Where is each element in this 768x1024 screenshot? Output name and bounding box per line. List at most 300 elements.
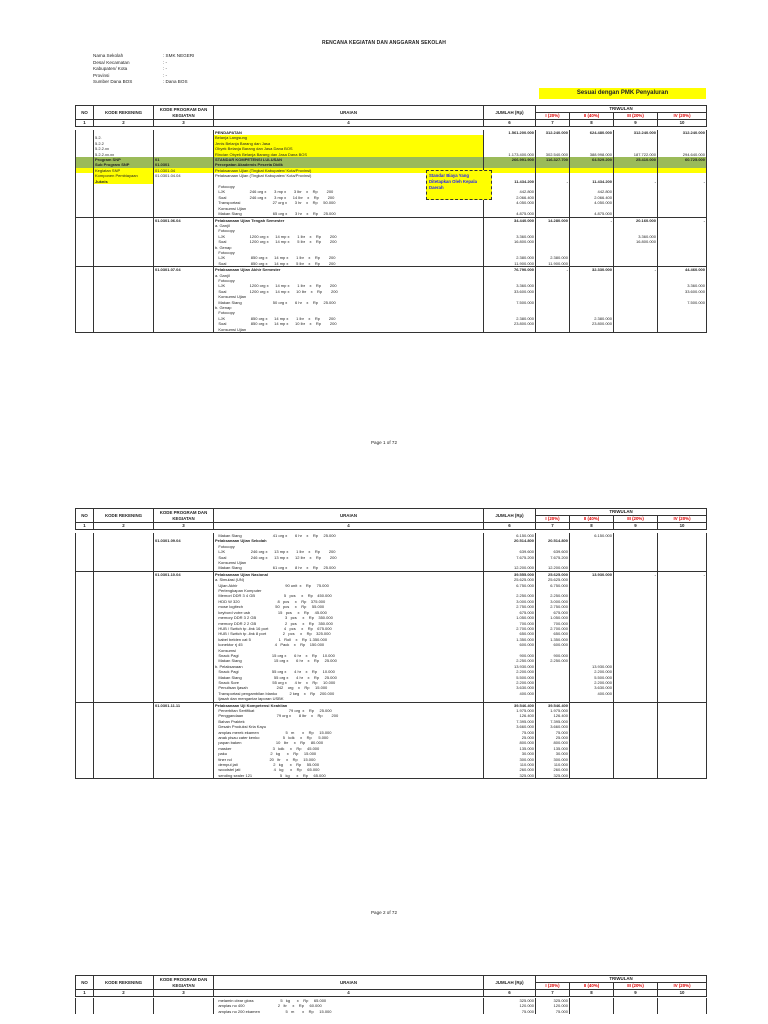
description-cell: Fotocopy: [214, 278, 484, 283]
description-cell: Fotocopy: [214, 228, 484, 233]
description-cell: a. Ganjil: [214, 273, 484, 278]
account-code-cell: Program SNP: [94, 157, 154, 162]
quarter-header: I (20%): [536, 113, 570, 120]
amount-cell: 2.750.000: [484, 604, 536, 609]
description-cell: Soal 1200 org x 14 mp x 5 lbr x Rp 200: [214, 239, 484, 244]
description-cell: amplas no 200 ekamen 5 m x Rp 15.000: [214, 1009, 484, 1014]
amount-cell: 25.625.000: [484, 577, 536, 582]
q2-cell: 400.000: [570, 691, 614, 696]
amount-cell: 4.050.000: [484, 200, 536, 205]
q3-cell: [614, 327, 658, 333]
amount-cell: 75.000: [484, 1009, 536, 1014]
amount-cell: 650.000: [484, 631, 536, 636]
q3-cell: [614, 773, 658, 779]
amount-cell: 7.395.000: [484, 719, 536, 724]
q1-cell: 12.200.000: [536, 565, 570, 571]
description-cell: Desain Produksi Kria Kayu: [214, 724, 484, 729]
header-cell: URAIAN: [214, 509, 484, 523]
q3-cell: 20.160.000: [614, 217, 658, 223]
q1-cell: 675.000: [536, 610, 570, 615]
q1-cell: 20.514.800: [536, 538, 570, 543]
q1-cell: 302.540.000: [536, 152, 570, 157]
amount-cell: 5.500.000: [484, 675, 536, 680]
standard-cost-callout: Standar Biaya Yang Ditetapkan Oleh Kepala Daerah: [426, 170, 492, 200]
amount-cell: 2.250.000: [484, 658, 536, 663]
column-number: 7: [536, 990, 570, 997]
amount-cell: 2.700.000: [484, 626, 536, 631]
document-title: RENCANA KEGIATAN DAN ANGGARAN SEKOLAH: [322, 40, 446, 46]
program-code-cell: 01.0301.04: [154, 168, 214, 173]
description-cell: Konsumsi Ujian: [214, 294, 484, 299]
q2-cell: 2.200.000: [570, 669, 614, 674]
description-cell: masker 3 kdk x Rp 45.000: [214, 746, 484, 751]
account-code-cell: [94, 1009, 154, 1014]
q4-cell: 7.500.000: [658, 300, 707, 305]
amount-cell: 11.434.200: [484, 179, 536, 184]
q2-cell: 2.380.000: [570, 316, 614, 321]
description-cell: Pelaksanaan Ujian (Tingkat Kabupaten/ Kota/Provinsi): [214, 173, 484, 178]
header-cell: KODE REKENING: [94, 509, 154, 523]
q1-cell: -: [536, 179, 570, 184]
description-cell: Snack Pagi 15 org x 6 hr x Rp 10.000: [214, 653, 484, 658]
description-cell: dempul jati 2 kg x Rp 55.000: [214, 762, 484, 767]
amount-cell: [484, 327, 536, 333]
q3-cell: 312.240.000: [614, 130, 658, 135]
description-cell: a. Ganjil: [214, 223, 484, 228]
description-cell: anak pisau cater kenko 5 kdk x Rp 5.000: [214, 735, 484, 740]
column-number: 10: [658, 990, 707, 997]
description-cell: tiner nd 20 ltr x Rp 15.000: [214, 757, 484, 762]
amount-cell: 2.380.000: [484, 255, 536, 260]
q2-cell: 4.875.000: [570, 211, 614, 217]
q1-cell: 25.625.000: [536, 577, 570, 582]
description-cell: paku 2 kg x Rp 15.000: [214, 751, 484, 756]
description-cell: Rincian Obyek Belanja Barang dan Jasa Dana BOS: [214, 152, 484, 157]
description-cell: keybord votre usb 15 pcs x Rp 45.000: [214, 610, 484, 615]
q2-cell: [570, 327, 614, 333]
quarter-header: IV (20%): [658, 113, 707, 120]
header-cell: URAIAN: [214, 976, 484, 990]
amount-cell: 400.000: [484, 691, 536, 696]
column-number: 7: [536, 523, 570, 530]
column-number: 9: [614, 523, 658, 530]
description-cell: melamin clear gloss 5 kg x Rp 65.000: [214, 998, 484, 1003]
page-number: Page 2 of 72: [370, 910, 398, 915]
program-code-cell: 01.0301: [154, 162, 214, 167]
q4-cell: -: [658, 179, 707, 184]
column-number: 9: [614, 120, 658, 127]
meta-key: Provinsi: [93, 72, 110, 78]
budget-table: [75, 998, 707, 1014]
amount-cell: 325.000: [484, 998, 536, 1003]
column-number: 7: [536, 120, 570, 127]
column-number: 3: [154, 990, 214, 997]
q2-cell: 624.480.000: [570, 130, 614, 135]
q2-cell: 11.434.200: [570, 179, 614, 184]
amount-cell: 600.000: [484, 642, 536, 647]
account-code-cell: 5.2.: [94, 135, 154, 140]
amount-cell: 16.800.000: [484, 239, 536, 244]
amount-cell: 3.660.000: [484, 724, 536, 729]
amount-cell: 7.675.200: [484, 555, 536, 560]
description-cell: Bahan Praktek: [214, 719, 484, 724]
amount-cell: 3.630.000: [484, 685, 536, 690]
program-code-cell: 01: [154, 157, 214, 162]
description-cell: Fotocopy: [214, 310, 484, 315]
meta-value: : -: [163, 66, 168, 72]
description-cell: Transportasi 27 org x 3 hr x Rp 50.000: [214, 200, 484, 205]
q2-cell: [570, 1009, 614, 1014]
quarter-header: II (40%): [570, 113, 614, 120]
description-cell: memory DDR 3 2 GB 3 pcs x Rp 350.000: [214, 615, 484, 620]
table-row: [76, 773, 707, 779]
description-cell: Soal 850 org x 14 mp x 5 lbr x Rp 200: [214, 261, 484, 267]
q4-cell: [658, 773, 707, 779]
q1-cell: 120.000: [536, 1003, 570, 1008]
description-cell: Pelaksanaan Ujian Sekolah: [214, 538, 484, 543]
description-cell: Soal 1200 org x 14 mp x 10 lbr x Rp 200: [214, 289, 484, 294]
meta-value: : Dana BOS: [163, 79, 188, 85]
description-cell: Makan Siang 15 org x 6 hr x Rp 25.000: [214, 658, 484, 663]
q2-cell: 13.930.000: [570, 664, 614, 669]
q4-cell: -: [658, 217, 707, 223]
q2-cell: 5.500.000: [570, 675, 614, 680]
amount-cell: 110.000: [484, 762, 536, 767]
header-cell: NO: [76, 976, 94, 990]
amount-cell: 1.561.200.000: [484, 130, 536, 135]
q1-cell: 116.327.700: [536, 157, 570, 162]
q1-cell: 800.000: [536, 740, 570, 745]
description-cell: Konsumsi Ujian: [214, 327, 484, 333]
amount-cell: 2.380.000: [484, 316, 536, 321]
description-cell: LJK 1200 org x 14 mp x 1 lbr x Rp 200: [214, 234, 484, 239]
meta-row: [93, 60, 194, 67]
quarter-header: I (20%): [536, 516, 570, 523]
amount-cell: 639.600: [484, 549, 536, 554]
header-cell: URAIAN: [214, 106, 484, 120]
description-cell: Makan Siang 41 org x 6 hr x Rp 25.000: [214, 533, 484, 538]
q3-cell: 25.410.000: [614, 157, 658, 162]
amount-cell: 1.173.400.000: [484, 152, 536, 157]
description-cell: Makan Siang 61 org x 8 hr x Rp 25.000: [214, 565, 484, 571]
description-cell: b. Genap: [214, 305, 484, 310]
description-cell: Belanja Langsung: [214, 135, 484, 140]
q1-cell: 1.350.000: [536, 637, 570, 642]
triwulan-header: TRIWULAN: [536, 106, 707, 113]
column-number: 4: [214, 120, 484, 127]
description-cell: Konsumsi Ujian: [214, 206, 484, 211]
description-cell: Obyek Belanja Barang dan Jasa Dana BOS: [214, 146, 484, 151]
column-number: 2: [94, 523, 154, 530]
account-code-cell: Kegiatan SNP: [94, 168, 154, 173]
meta-row: [93, 79, 194, 86]
q1-cell: 600.000: [536, 642, 570, 647]
description-cell: Perlengkapan Komputer: [214, 588, 484, 593]
q2-cell: 4.050.000: [570, 200, 614, 205]
amount-cell: 7.500.000: [484, 300, 536, 305]
table-header: [75, 105, 707, 127]
account-code-cell: Sub Program SNP: [94, 162, 154, 167]
header-cell: KODE PROGRAM DAN KEGIATAN: [154, 106, 214, 120]
q1-cell: 7.395.000: [536, 719, 570, 724]
header-cell: NO: [76, 106, 94, 120]
amount-cell: 75.000: [484, 730, 536, 735]
meta-value: : SMK NEGERI: [163, 53, 195, 58]
q1-cell: 7.675.200: [536, 555, 570, 560]
description-cell: konektor rj 45 4 Pack x Rp 150.000: [214, 642, 484, 647]
meta-key: Nama Sekolah: [93, 53, 124, 58]
amount-cell: 39.546.400: [484, 702, 536, 708]
table-header: [75, 508, 707, 530]
quarter-header: III (20%): [614, 113, 658, 120]
description-cell: Penggandaan 79 org x 8 lbr x Rp 200: [214, 713, 484, 718]
q1-cell: 260.000: [536, 767, 570, 772]
q1-cell: 312.240.000: [536, 130, 570, 135]
q1-cell: 1.050.000: [536, 615, 570, 620]
column-number: 6: [484, 990, 536, 997]
program-code-cell: 01.0301.07.04: [154, 267, 214, 273]
quarter-header: III (20%): [614, 516, 658, 523]
description-cell: amplas merek ekamen 5 m x Rp 15.000: [214, 730, 484, 735]
no-cell: [76, 1009, 94, 1014]
description-cell: LJK 850 org x 14 mp x 1 lbr x Rp 200: [214, 255, 484, 260]
no-cell: [76, 773, 94, 779]
q2-cell: 3.630.000: [570, 685, 614, 690]
amount-cell: 900.000: [484, 653, 536, 658]
account-code-cell: 5.2.2: [94, 141, 154, 146]
description-cell: Konsumsi: [214, 648, 484, 653]
meta-row: [93, 53, 194, 60]
q3-cell: -: [614, 267, 658, 273]
description-cell: Fotocopy: [214, 544, 484, 549]
q1-cell: 2.750.000: [536, 604, 570, 609]
column-number: 8: [570, 120, 614, 127]
quarter-header: II (40%): [570, 516, 614, 523]
description-cell: sending sealer 121 5 kg x Rp 65.000: [214, 773, 484, 779]
q4-cell: 3.360.000: [658, 283, 707, 288]
q2-cell: 23.800.000: [570, 321, 614, 326]
pmk-note: [539, 88, 706, 99]
amount-cell: 6.150.000: [484, 533, 536, 538]
description-cell: Transportasi pengambilan blanko 2 keg x Rp 200.000: [214, 691, 484, 696]
meta-value: : -: [163, 59, 168, 65]
q2-cell: 64.529.200: [570, 157, 614, 162]
triwulan-header: TRIWULAN: [536, 509, 707, 516]
table-row: [76, 327, 707, 333]
q4-cell: [658, 327, 707, 333]
table-header: [75, 975, 707, 997]
column-number: 9: [614, 990, 658, 997]
amount-cell: 1.975.000: [484, 708, 536, 713]
column-number: 1: [76, 990, 94, 997]
q3-cell: -: [614, 179, 658, 184]
q1-cell: 325.000: [536, 998, 570, 1003]
header-cell: KODE REKENING: [94, 106, 154, 120]
q1-cell: 135.000: [536, 746, 570, 751]
q2-cell: 2.200.000: [570, 680, 614, 685]
q4-cell: 33.600.000: [658, 289, 707, 294]
q2-cell: 13.930.000: [570, 571, 614, 577]
amount-cell: 12.200.000: [484, 565, 536, 571]
q2-cell: 442.800: [570, 189, 614, 194]
header-cell: JUMLAH (Rp): [484, 509, 536, 523]
q1-cell: 126.400: [536, 713, 570, 718]
amount-cell: 33.600.000: [484, 289, 536, 294]
column-number: 3: [154, 120, 214, 127]
meta-key: Sumber Dana BOS: [93, 79, 133, 85]
header-cell: JUMLAH (Rp): [484, 106, 536, 120]
description-cell: Ijasah dan mengantar laporan USBK: [214, 696, 484, 702]
column-number: 10: [658, 523, 707, 530]
column-number: 8: [570, 523, 614, 530]
amount-cell: 1.350.000: [484, 637, 536, 642]
description-cell: b. Genap: [214, 245, 484, 250]
quarter-header: IV (20%): [658, 516, 707, 523]
amount-cell: 25.000: [484, 735, 536, 740]
amount-cell: 126.400: [484, 713, 536, 718]
amount-cell: 23.800.000: [484, 321, 536, 326]
q1-cell: 2.250.000: [536, 593, 570, 598]
description-cell: LJK 1200 org x 14 mp x 1 lbr x Rp 200: [214, 283, 484, 288]
description-cell: LJK 246 org x 13 mp x 1 lbr x Rp 200: [214, 549, 484, 554]
description-cell: Konsumsi Ujian: [214, 560, 484, 565]
program-code-cell: 01.0301.09.04: [154, 538, 214, 543]
description-cell: kabel belden cat 5 1 Roll x Rp 1.350.000: [214, 637, 484, 642]
q1-cell: [536, 327, 570, 333]
amount-cell: 2.200.000: [484, 680, 536, 685]
account-code-cell: 5.2.2.xx.xx: [94, 152, 154, 157]
q1-cell: 25.000: [536, 735, 570, 740]
column-number: 4: [214, 523, 484, 530]
column-number: 8: [570, 990, 614, 997]
amount-cell: 675.000: [484, 610, 536, 615]
q1-cell: 30.000: [536, 751, 570, 756]
program-code-cell: 01.0301.04.04: [154, 173, 214, 178]
column-number: 3: [154, 523, 214, 530]
description-cell: Snack Sore 55 org x 4 hr x Rp 10.000: [214, 680, 484, 685]
q2-cell: 6.150.000: [570, 533, 614, 538]
q4-cell: 60.725.000: [658, 157, 707, 162]
header-cell: KODE REKENING: [94, 976, 154, 990]
description-cell: Pelaksanaan Ujian Tengah Semester: [214, 217, 484, 223]
q2-cell: [570, 773, 614, 779]
amount-cell: 30.000: [484, 751, 536, 756]
account-code-cell: [94, 773, 154, 779]
description-cell: memory DDR 2 2 GB 2 pcs x Rp 350.000: [214, 621, 484, 626]
meta-key: Kabupaten/ Kota: [93, 66, 128, 72]
meta-key: Desa/ Kecamatan: [93, 59, 130, 65]
description-cell: Percepatan Akademis Peserta Didik: [214, 162, 484, 167]
amount-cell: 135.000: [484, 746, 536, 751]
description-cell: STANDAR KOMPETENSI LULUSAN: [214, 157, 484, 162]
description-cell: Makan Siang 65 org x 3 hr x Rp 25.000: [214, 211, 484, 217]
amount-cell: 2.250.000: [484, 593, 536, 598]
q3-cell: 3.360.000: [614, 234, 658, 239]
description-cell: HUB / Switch tp -link 16 port 4 pcs x Rp 675.000: [214, 626, 484, 631]
description-cell: Ujian Akhir 90 unit x Rp 75.000: [214, 583, 484, 588]
column-number: 1: [76, 120, 94, 127]
amount-cell: 11.900.000: [484, 261, 536, 267]
amount-cell: 325.000: [484, 773, 536, 779]
description-cell: amplas no 400 2 ltr x Rp 60.000: [214, 1003, 484, 1008]
q3-cell: -: [614, 571, 658, 577]
triwulan-header: TRIWULAN: [536, 976, 707, 983]
column-number: 6: [484, 523, 536, 530]
description-cell: Makan Siang 50 org x 6 hr x Rp 25.000: [214, 300, 484, 305]
amount-cell: 6.750.000: [484, 583, 536, 588]
description-cell: a. Simulasi (UN): [214, 577, 484, 582]
description-cell: Soal 246 org x 13 mp x 12 lbr x Rp 200: [214, 555, 484, 560]
q3-cell: 187.722.000: [614, 152, 658, 157]
description-cell: woodstel jati 4 kg x Rp 65.000: [214, 767, 484, 772]
description-cell: Memori DDR 3 4 GB 5 pcs x Rp 450.000: [214, 593, 484, 598]
q4-cell: 44.460.000: [658, 267, 707, 273]
amount-cell: 800.000: [484, 740, 536, 745]
amount-cell: 3.360.000: [484, 234, 536, 239]
description-cell: Snack Pagi 55 org x 4 hr x Rp 10.000: [214, 669, 484, 674]
program-code-cell: 01.0301.10.04: [154, 571, 214, 577]
q1-cell: 300.000: [536, 757, 570, 762]
q1-cell: 110.000: [536, 762, 570, 767]
q1-cell: 75.000: [536, 1009, 570, 1014]
amount-cell: 39.555.000: [484, 571, 536, 577]
description-cell: Fotocopy: [214, 184, 484, 189]
q3-cell: [614, 1009, 658, 1014]
quarter-header: I (20%): [536, 983, 570, 990]
description-cell: Penerbitan Sertifikat 79 org x Rp 25.000: [214, 708, 484, 713]
q1-cell: 6.750.000: [536, 583, 570, 588]
column-number: 4: [214, 990, 484, 997]
header-cell: JUMLAH (Rp): [484, 976, 536, 990]
q2-cell: -: [570, 217, 614, 223]
q1-cell: 700.000: [536, 621, 570, 626]
q1-cell: 25.625.000: [536, 571, 570, 577]
header-cell: KODE PROGRAM DAN KEGIATAN: [154, 509, 214, 523]
amount-cell: 700.000: [484, 621, 536, 626]
q1-cell: 2.700.000: [536, 626, 570, 631]
column-number: 1: [76, 523, 94, 530]
amount-cell: 20.514.800: [484, 538, 536, 543]
amount-cell: 3.360.000: [484, 283, 536, 288]
description-cell: LJK 850 org x 14 mp x 1 lbr x Rp 200: [214, 316, 484, 321]
amount-cell: 1.050.000: [484, 615, 536, 620]
description-cell: Pelaksanaan Ujian Akhir Semester: [214, 267, 484, 273]
amount-cell: 266.991.900: [484, 157, 536, 162]
amount-cell: 300.000: [484, 757, 536, 762]
amount-cell: 260.000: [484, 767, 536, 772]
page-number: Page 1 of 72: [370, 440, 398, 445]
program-code-cell: [154, 773, 214, 779]
q2-cell: 2.066.400: [570, 195, 614, 200]
q1-cell: 650.000: [536, 631, 570, 636]
description-cell: Fotocopy: [214, 250, 484, 255]
account-code-cell: [94, 327, 154, 333]
description-cell: PENDAPATAN: [214, 130, 484, 135]
column-number: 2: [94, 120, 154, 127]
q1-cell: 2.250.000: [536, 658, 570, 663]
q2-cell: 388.998.000: [570, 152, 614, 157]
description-cell: papan baken 10 lbr x Rp 80.000: [214, 740, 484, 745]
q1-cell: 639.600: [536, 549, 570, 554]
meta-row: [93, 66, 194, 73]
description-cell: Soal 850 org x 14 mp x 10 lbr x Rp 200: [214, 321, 484, 326]
school-meta: [93, 53, 194, 86]
description-cell: Makan Siang 55 org x 4 hr x Rp 25.000: [214, 675, 484, 680]
q4-cell: 312.240.000: [658, 130, 707, 135]
amount-cell: 13.930.000: [484, 664, 536, 669]
q1-cell: -: [536, 267, 570, 273]
no-cell: [76, 327, 94, 333]
